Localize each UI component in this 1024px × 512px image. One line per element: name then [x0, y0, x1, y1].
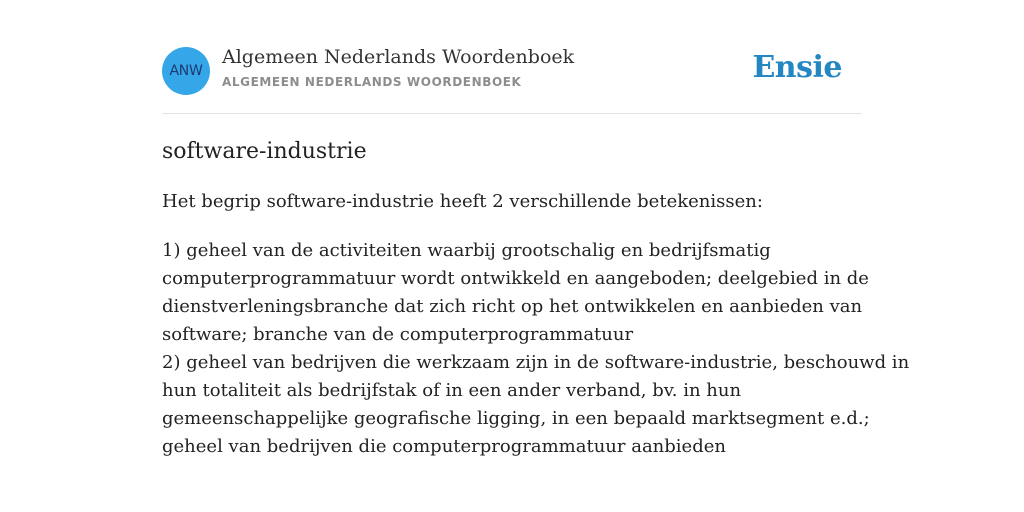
logo-text: ANW	[169, 63, 203, 79]
definition-list	[162, 237, 910, 461]
source-header	[162, 46, 862, 96]
definition-line: software; branche van de computerprogrammatuur	[162, 324, 634, 345]
source-title[interactable]: Algemeen Nederlands Woordenboek	[222, 46, 575, 68]
definition-line: 2) geheel van bedrijven die werkzaam zijn in de software-industrie, beschouwd in	[162, 352, 910, 373]
divider	[162, 113, 862, 114]
entry-intro: Het begrip software-industrie heeft 2 verschillende betekenissen:	[162, 191, 763, 212]
source-subtitle: ALGEMEEN NEDERLANDS WOORDENBOEK	[222, 75, 522, 89]
definition-line: 1) geheel van de activiteiten waarbij grootschalig en bedrijfsmatig	[162, 240, 771, 261]
definition-line: gemeenschappelijke geografische ligging, in een bepaald marktsegment e.d.;	[162, 408, 870, 429]
definition-line: hun totaliteit als bedrijfstak of in een ander verband, bv. in hun	[162, 380, 742, 401]
definition-line: computerprogrammatuur wordt ontwikkeld en aangeboden; deelgebied in de	[162, 268, 869, 289]
anw-logo[interactable]	[162, 47, 210, 95]
entry-term: software-industrie	[162, 139, 367, 164]
definition-1	[162, 237, 867, 349]
definition-line: geheel van bedrijven die computerprogrammatuur aanbieden	[162, 436, 726, 457]
definition-2	[162, 349, 910, 461]
ensie-logo[interactable]: Ensie	[752, 50, 842, 85]
definition-line: dienstverleningsbranche dat zich richt op het ontwikkelen en aanbieden van	[162, 296, 863, 317]
